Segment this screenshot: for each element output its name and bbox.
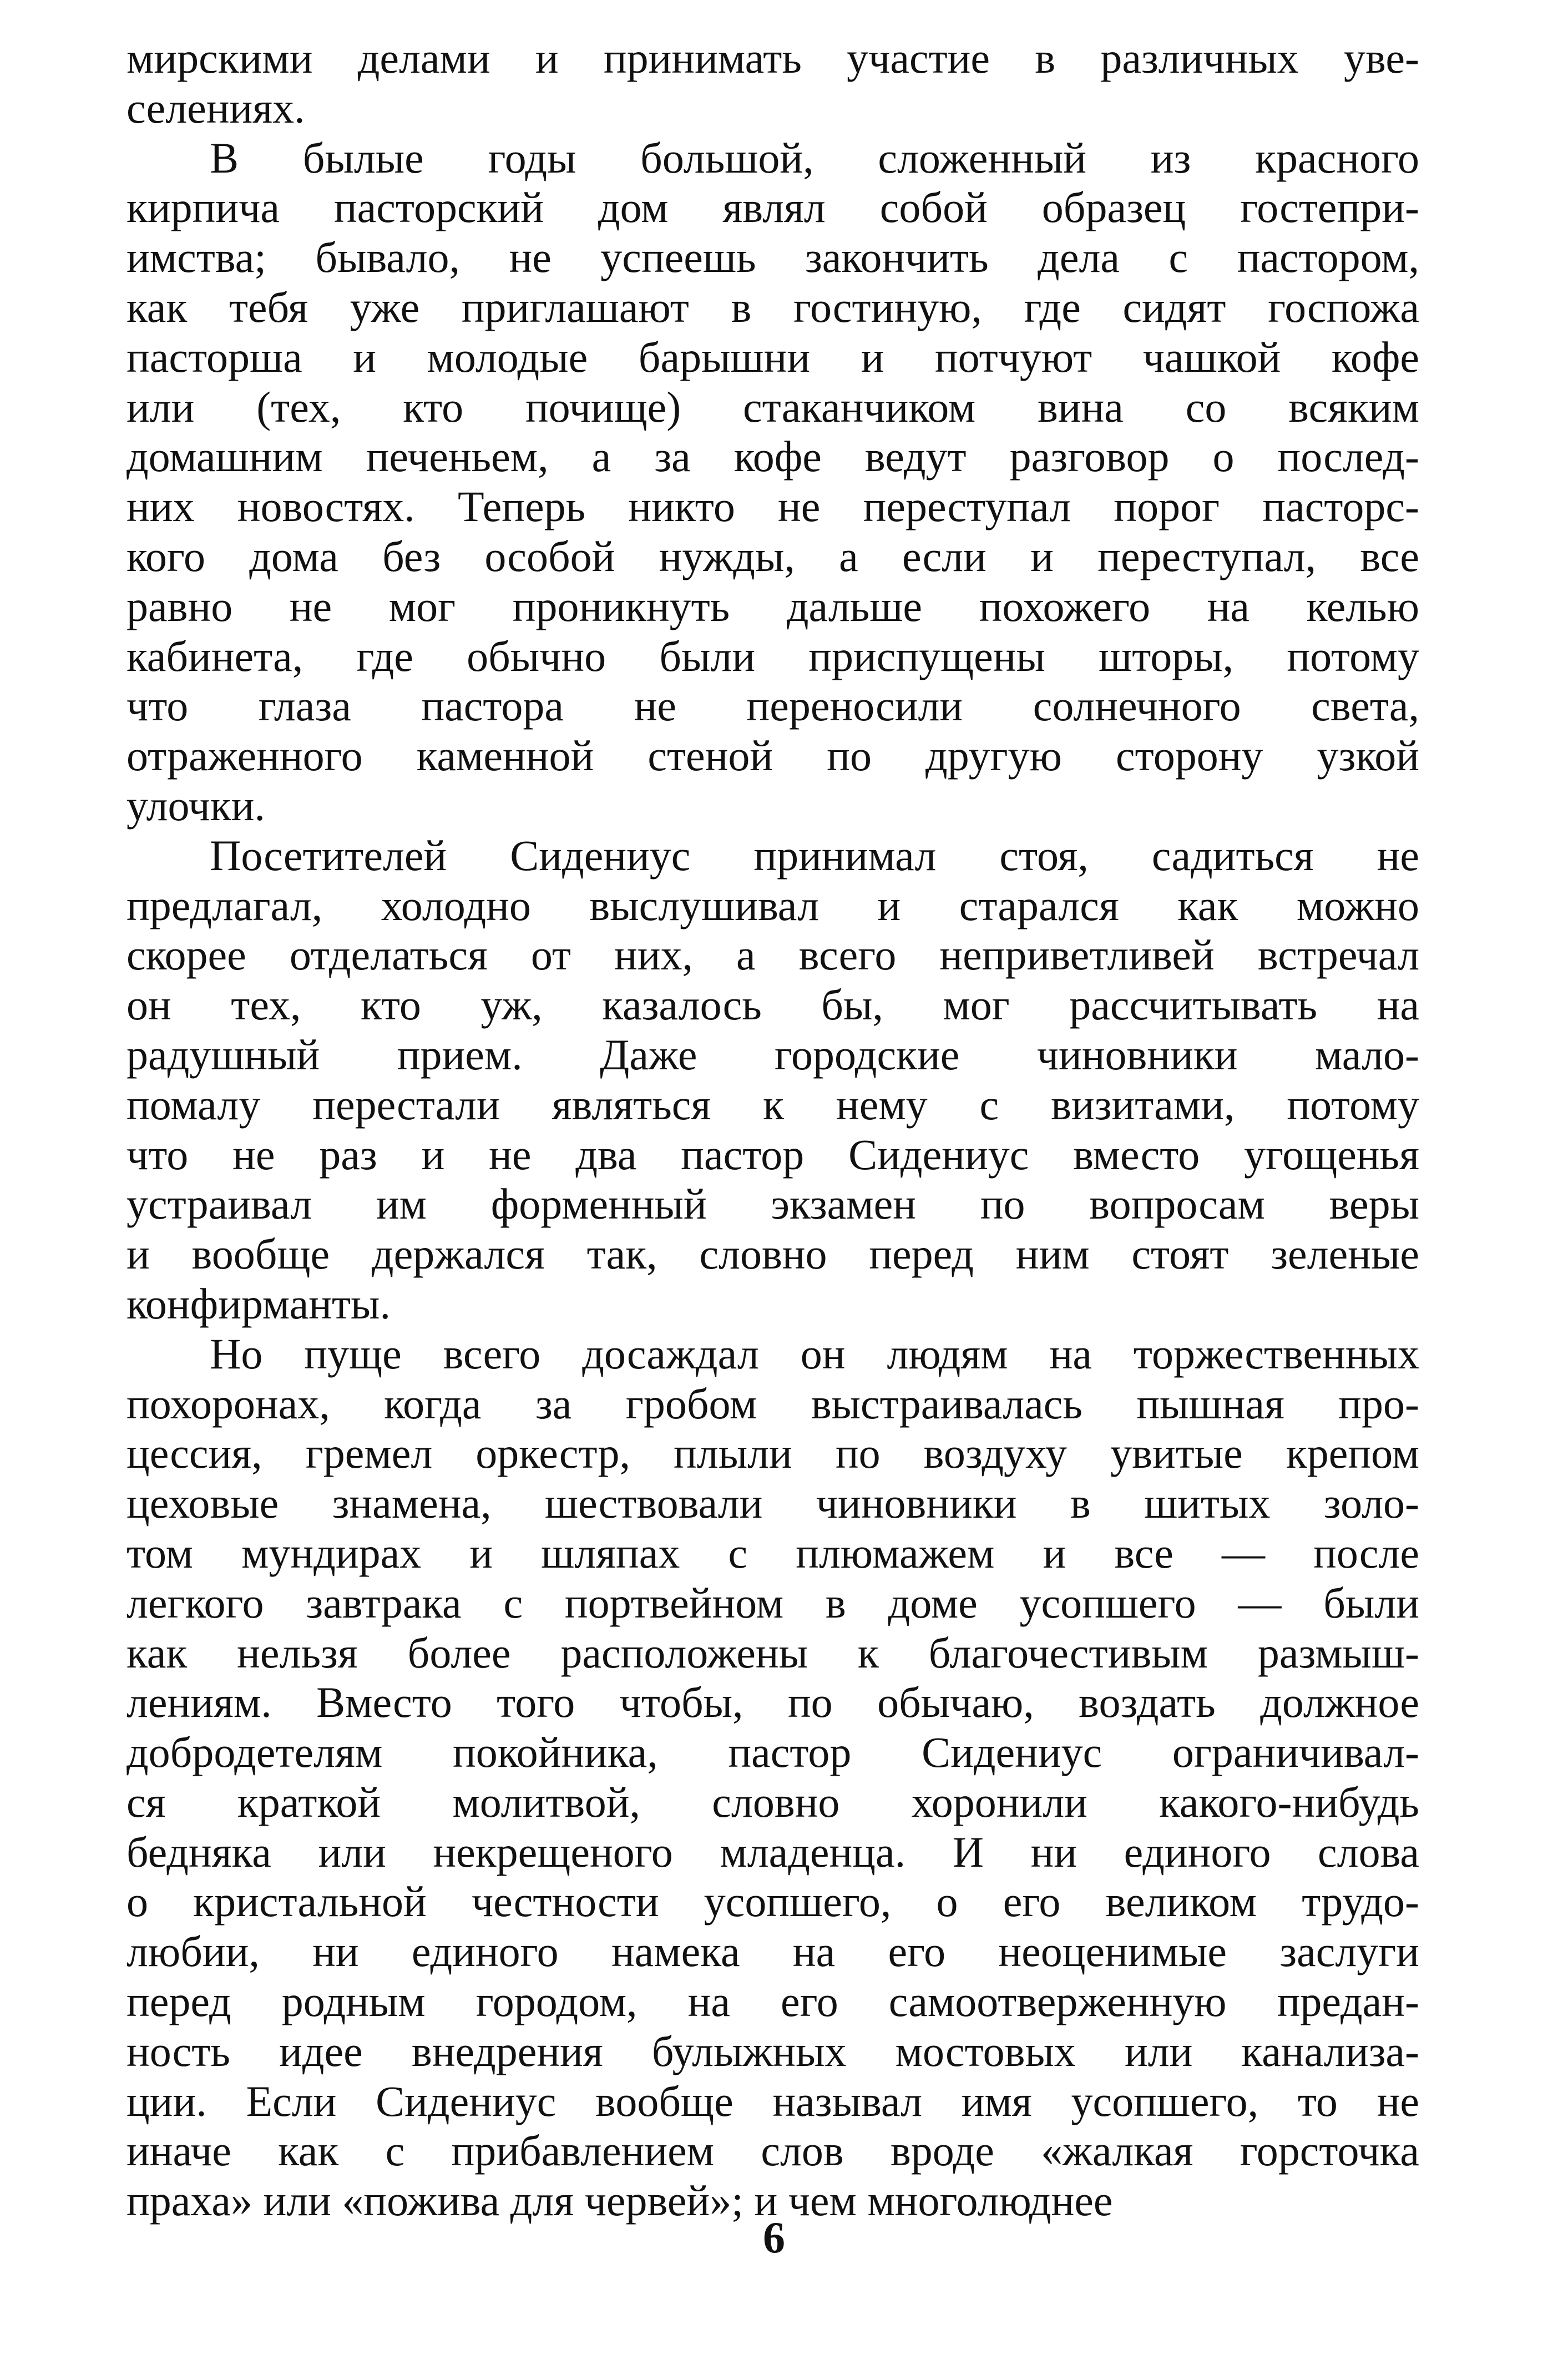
text-line: бедняка или некрещеного младенца. И ни единого слова <box>127 1827 1419 1876</box>
text-line: радушный прием. Даже городские чиновники мало- <box>127 1030 1419 1079</box>
paragraph-funerals <box>127 1329 1419 2226</box>
text-line: лениям. Вместо того чтобы, по обычаю, воздать должное <box>127 1678 1419 1727</box>
text-line: устраивал им форменный экзамен по вопросам веры <box>127 1180 1419 1229</box>
text-line: пасторша и молодые барышни и потчуют чашкой кофе <box>127 332 1419 381</box>
text-line: ции. Если Сидениус вообще называл имя усопшего, то не <box>127 2076 1419 2125</box>
text-line: конфирманты. <box>127 1279 391 1328</box>
text-line: как тебя уже приглашают в гостиную, где сидят госпожа <box>127 282 1419 331</box>
text-line: цессия, гремел оркестр, плыли по воздуху увитые крепом <box>127 1429 1419 1478</box>
text-line: кирпича пасторский дом являл собой образец гостепри- <box>127 183 1419 232</box>
text-line: мирскими делами и принимать участие в различных уве- <box>127 34 1419 82</box>
text-line: равно не мог проникнуть дальше похожего на келью <box>127 582 1419 630</box>
text-line: улочки. <box>127 781 265 830</box>
text-line: иначе как с прибавлением слов вроде «жалкая горсточка <box>127 2126 1419 2175</box>
text-line: предлагал, холодно выслушивал и старался как можно <box>127 881 1419 929</box>
text-line: Посетителей Сидениус принимал стоя, садиться не <box>210 831 1419 880</box>
text-line: о кристальной честности усопшего, о его великом трудо- <box>127 1877 1419 1926</box>
paragraph-parsonage-house <box>127 133 1419 831</box>
text-line: домашним печеньем, а за кофе ведут разговор о послед- <box>127 432 1419 481</box>
text-line: перед родным городом, на его самоотверженную предан- <box>127 1977 1419 2026</box>
text-line: легкого завтрака с портвейном в доме усопшего — были <box>127 1578 1419 1627</box>
text-line: цеховые знамена, шествовали чиновники в шитых золо- <box>127 1479 1419 1528</box>
text-line: кого дома без особой нужды, а если и переступал, все <box>127 532 1419 580</box>
text-line: Но пуще всего досаждал он людям на торжественных <box>210 1329 1419 1378</box>
paragraph-visitors <box>127 831 1419 1329</box>
text-line: селениях. <box>127 83 305 132</box>
text-line: них новостях. Теперь никто не переступал порог пасторс- <box>127 482 1419 531</box>
text-line: что глаза пастора не переносили солнечного света, <box>127 681 1419 730</box>
text-line: ность идее внедрения булыжных мостовых или канализа- <box>127 2027 1419 2075</box>
text-line: В былые годы большой, сложенный из красного <box>210 133 1419 182</box>
text-line: или (тех, кто почище) стаканчиком вина со всяким <box>127 382 1419 431</box>
text-line: что не раз и не два пастор Сидениус вместо угощенья <box>127 1130 1419 1179</box>
text-line: праха» или «пожива для червей»; и чем многолюднее <box>127 2176 1113 2225</box>
text-line: ся краткой молитвой, словно хоронили какого-нибудь <box>127 1777 1419 1826</box>
text-line: любии, ни единого намека на его неоценимые заслуги <box>127 1927 1419 1976</box>
text-line: добродетелям покойника, пастор Сидениус ограничивал- <box>127 1728 1419 1777</box>
text-line: он тех, кто уж, казалось бы, мог рассчитывать на <box>127 981 1419 1029</box>
page-number: 6 <box>763 2214 785 2262</box>
text-line: и вообще держался так, словно перед ним стоят зеленые <box>127 1230 1419 1279</box>
text-line: кабинета, где обычно были приспущены шторы, потому <box>127 631 1419 680</box>
paragraph-continuation <box>127 33 1419 133</box>
text-line: отраженного каменной стеной по другую сторону узкой <box>127 731 1419 780</box>
text-line: скорее отделаться от них, а всего неприветливей встречал <box>127 931 1419 979</box>
text-line: похоронах, когда за гробом выстраивалась пышная про- <box>127 1379 1419 1428</box>
text-line: помалу перестали являться к нему с визитами, потому <box>127 1080 1419 1129</box>
text-line: как нельзя более расположены к благочестивым размыш- <box>127 1628 1419 1677</box>
text-line: том мундирах и шляпах с плюмажем и все — после <box>127 1528 1419 1577</box>
text-line: имства; бывало, не успеешь закончить дела с пастором, <box>127 233 1419 282</box>
book-page <box>127 33 1419 2226</box>
